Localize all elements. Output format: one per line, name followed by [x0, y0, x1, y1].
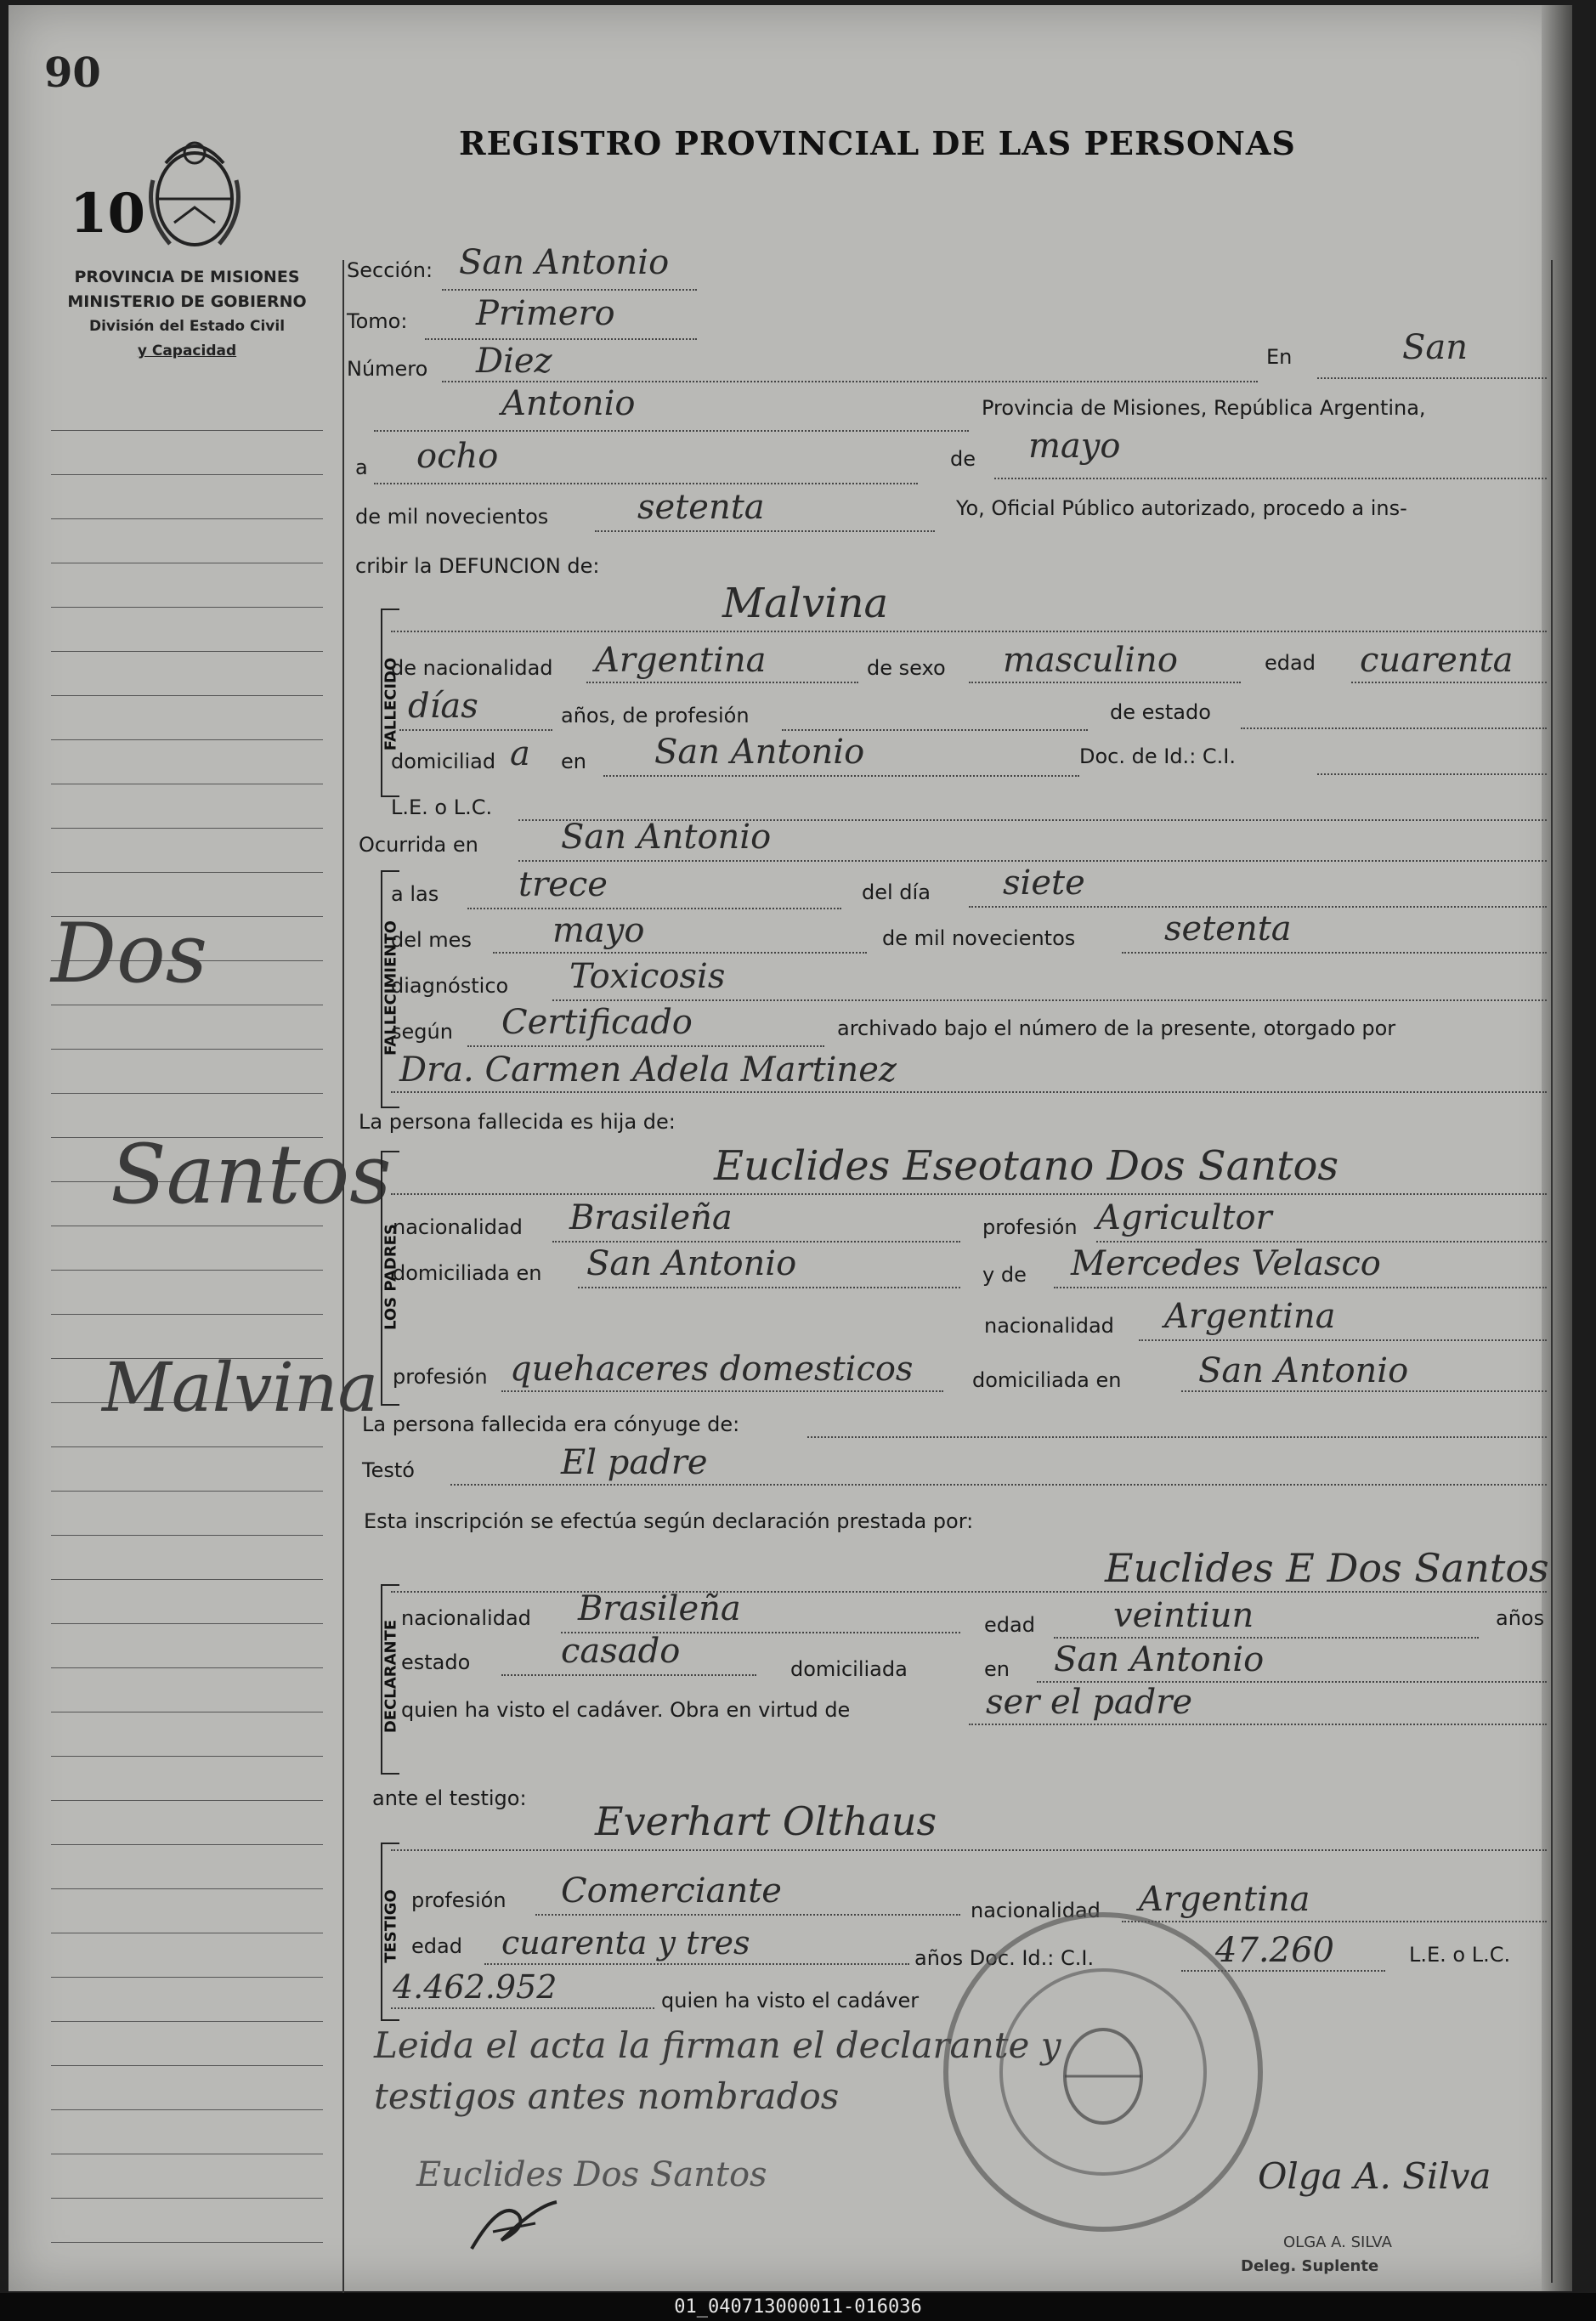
label-doc-id: Doc. de Id.: C.I.: [1079, 744, 1236, 768]
label-padre-profesion: profesión: [982, 1215, 1078, 1239]
label-del-dia: del día: [862, 880, 931, 904]
margin-rule-line: [51, 739, 323, 740]
label-de-estado: de estado: [1110, 700, 1211, 724]
margin-rule-line: [51, 1579, 323, 1580]
margin-note-name: Malvina: [102, 1348, 379, 1427]
agency-line: División del Estado Civil: [88, 318, 286, 335]
label-quien-visto: quien ha visto el cadáver. Obra en virtud de: [401, 1698, 851, 1722]
field-line: [586, 682, 858, 683]
label-test-anos-doc: años Doc. Id.: C.I.: [914, 1946, 1095, 1970]
page-number: 90: [44, 49, 101, 97]
section-label-fallecido: FALLECIDO: [382, 657, 400, 751]
field-line: [1139, 1339, 1547, 1341]
value-decl-edad: veintiun: [1113, 1596, 1254, 1635]
label-ante-testigo: ante el testigo:: [372, 1786, 527, 1810]
value-decl-nacionalidad: Brasileña: [578, 1589, 741, 1628]
field-line: [1054, 1637, 1479, 1639]
margin-rule-line: [51, 1667, 323, 1668]
signature-oficial-name: OLGA A. SILVA: [1283, 2233, 1392, 2251]
agency-line: MINISTERIO DE GOBIERNO: [67, 292, 307, 311]
value-a: ocho: [416, 437, 499, 476]
field-line: [425, 338, 697, 340]
value-test-profesion: Comerciante: [561, 1871, 782, 1911]
value-domiciliad: a: [510, 734, 530, 773]
margin-rule-line: [51, 1491, 323, 1492]
value-en: San: [1402, 328, 1469, 367]
value-nombre: Malvina: [722, 580, 889, 627]
label-test-quien: quien ha visto el cadáver: [661, 1989, 920, 2012]
page-title: REGISTRO PROVINCIAL DE LAS PERSONAS: [459, 124, 1296, 162]
label-a: a: [355, 456, 368, 479]
label-de: de: [950, 447, 976, 471]
value-segun: Certificado: [501, 1003, 693, 1042]
label-madre-nacionalidad: nacionalidad: [984, 1314, 1114, 1338]
field-line: [467, 1045, 824, 1047]
margin-rule-line: [51, 2242, 323, 2243]
field-line: [391, 1193, 1547, 1195]
margin-rule-line: [51, 607, 323, 608]
margin-rule-line: [51, 1270, 323, 1271]
field-line: [603, 775, 1079, 777]
label-archivado: archivado bajo el número de la presente, otorgado por: [837, 1016, 1396, 1040]
field-line: [994, 478, 1547, 479]
field-line: [493, 952, 867, 954]
value-madre-nacionalidad: Argentina: [1164, 1297, 1336, 1336]
field-line: [1351, 682, 1547, 683]
closing-line-1: Leida el acta la firman el declarante y: [374, 2024, 1061, 2066]
field-line: [484, 1963, 909, 1965]
label-numero: Número: [347, 357, 428, 381]
margin-column: [42, 260, 344, 2308]
field-line: [391, 2007, 654, 2009]
field-line: [578, 1287, 960, 1288]
label-de-nacionalidad: de nacionalidad: [391, 656, 553, 680]
label-padre-nacionalidad: nacionalidad: [393, 1215, 523, 1239]
field-line: [442, 289, 697, 291]
value-del-mes: mayo: [552, 911, 645, 950]
margin-rule-line: [51, 1756, 323, 1757]
national-coat-of-arms-icon: [144, 129, 245, 257]
value-padre: Euclides Eseotano Dos Santos: [714, 1142, 1339, 1190]
value-diagnostico: Toxicosis: [569, 957, 726, 996]
value-en-cont: Antonio: [501, 384, 636, 423]
field-line: [1317, 377, 1547, 379]
field-line: [374, 430, 969, 432]
margin-rule-line: [51, 1446, 323, 1447]
right-border: [1551, 260, 1553, 2283]
field-line: [442, 381, 1258, 382]
field-line: [969, 906, 1547, 908]
margin-rule-line: [51, 430, 323, 431]
field-line: [552, 1241, 960, 1243]
field-line: [399, 729, 552, 731]
margin-rule-line: [51, 1535, 323, 1536]
label-domiciliad: domiciliad: [391, 750, 496, 773]
margin-rule-line: [51, 828, 323, 829]
value-padre-domicilio: San Antonio: [586, 1244, 797, 1283]
label-tomo: Tomo:: [347, 309, 408, 333]
field-line: [1096, 1241, 1547, 1243]
agency-block: [42, 265, 331, 364]
label-edad: edad: [1265, 651, 1316, 675]
value-de-mes: mayo: [1028, 427, 1121, 466]
register-page: [8, 5, 1572, 2291]
field-line: [391, 1591, 1547, 1593]
value-madre-domicilio: San Antonio: [1198, 1351, 1409, 1390]
field-line: [1241, 727, 1547, 729]
value-madre: Mercedes Velasco: [1071, 1244, 1381, 1283]
section-label-testigo: TESTIGO: [382, 1889, 400, 1963]
field-line: [1181, 1390, 1547, 1392]
field-line: [467, 908, 841, 909]
value-domicilio: San Antonio: [654, 733, 865, 772]
label-decl-domiciliada: domiciliada: [790, 1657, 908, 1681]
label-inscripcion: Esta inscripción se efectúa según declaración prestada por:: [364, 1509, 974, 1533]
field-line: [1054, 1287, 1547, 1288]
field-line: [595, 530, 935, 532]
label-segun: según: [391, 1020, 453, 1044]
margin-rule-line: [51, 2198, 323, 2199]
field-line: [1317, 773, 1547, 775]
label-padre-domiciliada: domiciliada en: [393, 1261, 542, 1285]
margin-rule-line: [51, 1093, 323, 1094]
closing-line-2: testigos antes nombrados: [374, 2075, 840, 2117]
label-inscribir: cribir la DEFUNCION de:: [355, 554, 600, 578]
label-en: En: [1266, 345, 1293, 369]
margin-rule-line: [51, 1844, 323, 1845]
label-seccion: Sección:: [347, 258, 433, 282]
label-y-de: y de: [982, 1263, 1027, 1287]
field-line: [518, 860, 1547, 862]
label-conyuge: La persona fallecida era cónyuge de:: [362, 1412, 740, 1436]
value-a-las: trece: [518, 865, 608, 904]
value-test-edad: cuarenta y tres: [501, 1924, 750, 1962]
label-de-sexo: de sexo: [867, 656, 946, 680]
label-testo: Testó: [362, 1458, 415, 1482]
value-nacionalidad: Argentina: [595, 641, 767, 680]
label-a-las: a las: [391, 882, 439, 906]
field-line: [391, 1849, 1547, 1851]
label-decl-nacionalidad: nacionalidad: [401, 1606, 531, 1630]
value-testo: El padre: [561, 1443, 708, 1482]
label-test-edad: edad: [411, 1934, 462, 1958]
signature-declarante: Euclides Dos Santos: [416, 2155, 767, 2194]
section-label-declarante: DECLARANTE: [382, 1619, 400, 1734]
value-test-le: 4.462.952: [393, 1968, 557, 2006]
margin-rule-line: [51, 474, 323, 475]
field-line: [501, 1390, 943, 1392]
label-madre-domiciliada: domiciliada en: [972, 1368, 1122, 1392]
value-de-mil2: setenta: [1164, 909, 1292, 948]
margin-rule-line: [51, 651, 323, 652]
label-de-mil2: de mil novecientos: [882, 926, 1076, 950]
value-edad-unidad: días: [408, 687, 478, 726]
margin-rule-line: [51, 1623, 323, 1624]
value-otorgado-por: Dra. Carmen Adela Martinez: [399, 1050, 897, 1090]
value-edad: cuarenta: [1360, 641, 1514, 680]
margin-rule-line: [51, 1977, 323, 1978]
value-declarante: Euclides E Dos Santos: [1105, 1545, 1549, 1591]
value-ocurrida-en: San Antonio: [561, 818, 772, 857]
margin-rule-line: [51, 1314, 323, 1315]
agency-line: PROVINCIA DE MISIONES: [74, 268, 300, 286]
margin-rule-line: [51, 695, 323, 696]
label-diagnostico: diagnóstico: [391, 974, 509, 998]
margin-rule-line: [51, 2021, 323, 2022]
field-line: [1122, 952, 1547, 954]
signature-oficial-role: Deleg. Suplente: [1241, 2257, 1379, 2275]
official-stamp-icon: [933, 1902, 1273, 2242]
label-decl-edad: edad: [984, 1613, 1035, 1637]
value-del-dia: siete: [1003, 863, 1085, 903]
margin-rule-line: [51, 2065, 323, 2066]
field-line: [552, 999, 1547, 1001]
field-line: [782, 729, 1088, 731]
signature-oficial: Olga A. Silva: [1258, 2155, 1491, 2197]
label-yo-oficial: Yo, Oficial Público autorizado, procedo a ins-: [956, 496, 1407, 520]
value-decl-estado: casado: [561, 1632, 681, 1671]
field-line: [501, 1674, 756, 1676]
label-provincia: Provincia de Misiones, República Argentina,: [982, 396, 1426, 420]
section-label-padres: LOS PADRES: [382, 1224, 400, 1330]
value-sexo: masculino: [1003, 641, 1178, 680]
label-madre-profesion: profesión: [393, 1365, 488, 1389]
field-line: [450, 1484, 1547, 1486]
label-anos-profesion: años, de profesión: [561, 704, 750, 727]
record-number: 10: [70, 182, 146, 246]
section-label-fallecimiento: FALLECIMIENTO: [382, 920, 400, 1056]
value-tomo: Primero: [476, 294, 615, 333]
label-hija-de: La persona fallecida es hija de:: [359, 1110, 676, 1134]
field-line: [391, 1091, 1547, 1093]
margin-rule-line: [51, 2109, 323, 2110]
label-test-nacionalidad: nacionalidad: [971, 1899, 1101, 1922]
value-decl-virtud: ser el padre: [986, 1683, 1193, 1722]
field-line: [969, 682, 1241, 683]
image-id-footer: 01_040713000011-016036: [0, 2293, 1596, 2321]
book-spine: [1542, 5, 1572, 2291]
margin-rule-line: [51, 1800, 323, 1801]
value-numero: Diez: [476, 342, 552, 381]
label-ocurrida-en: Ocurrida en: [359, 833, 478, 857]
label-en2: en: [561, 750, 586, 773]
value-test-doc: 47.260: [1215, 1931, 1334, 1970]
label-test-profesion: profesión: [411, 1888, 507, 1912]
value-decl-domicilio: San Antonio: [1054, 1640, 1265, 1679]
value-seccion: San Antonio: [459, 243, 670, 282]
field-line: [807, 1436, 1547, 1438]
margin-note-surname-2: Santos: [110, 1127, 392, 1222]
field-line: [535, 1914, 960, 1916]
field-line: [969, 1724, 1547, 1725]
margin-rule-line: [51, 518, 323, 519]
margin-rule-line: [51, 1049, 323, 1050]
margin-note-surname-1: Dos: [51, 906, 208, 1001]
label-decl-en: en: [984, 1657, 1010, 1681]
field-line: [391, 631, 1547, 632]
label-de-mil: de mil novecientos: [355, 505, 549, 529]
value-de-mil: setenta: [637, 488, 765, 527]
label-le-lc: L.E. o L.C.: [391, 795, 493, 819]
signature-witness-mark-icon: [467, 2189, 561, 2257]
value-padre-nacionalidad: Brasileña: [569, 1198, 733, 1237]
value-madre-profesion: quehaceres domesticos: [510, 1350, 914, 1389]
field-line: [374, 483, 918, 484]
value-padre-profesion: Agricultor: [1096, 1198, 1272, 1237]
margin-rule-line: [51, 1888, 323, 1889]
label-decl-anos: años: [1496, 1606, 1545, 1630]
value-test-nacionalidad: Argentina: [1139, 1880, 1310, 1919]
value-testigo: Everhart Olthaus: [595, 1798, 937, 1844]
margin-rule-line: [51, 872, 323, 873]
label-test-le-lc: L.E. o L.C.: [1409, 1943, 1511, 1967]
label-del-mes: del mes: [391, 928, 472, 952]
agency-line: y Capacidad: [137, 342, 237, 359]
label-decl-estado: estado: [401, 1650, 471, 1674]
